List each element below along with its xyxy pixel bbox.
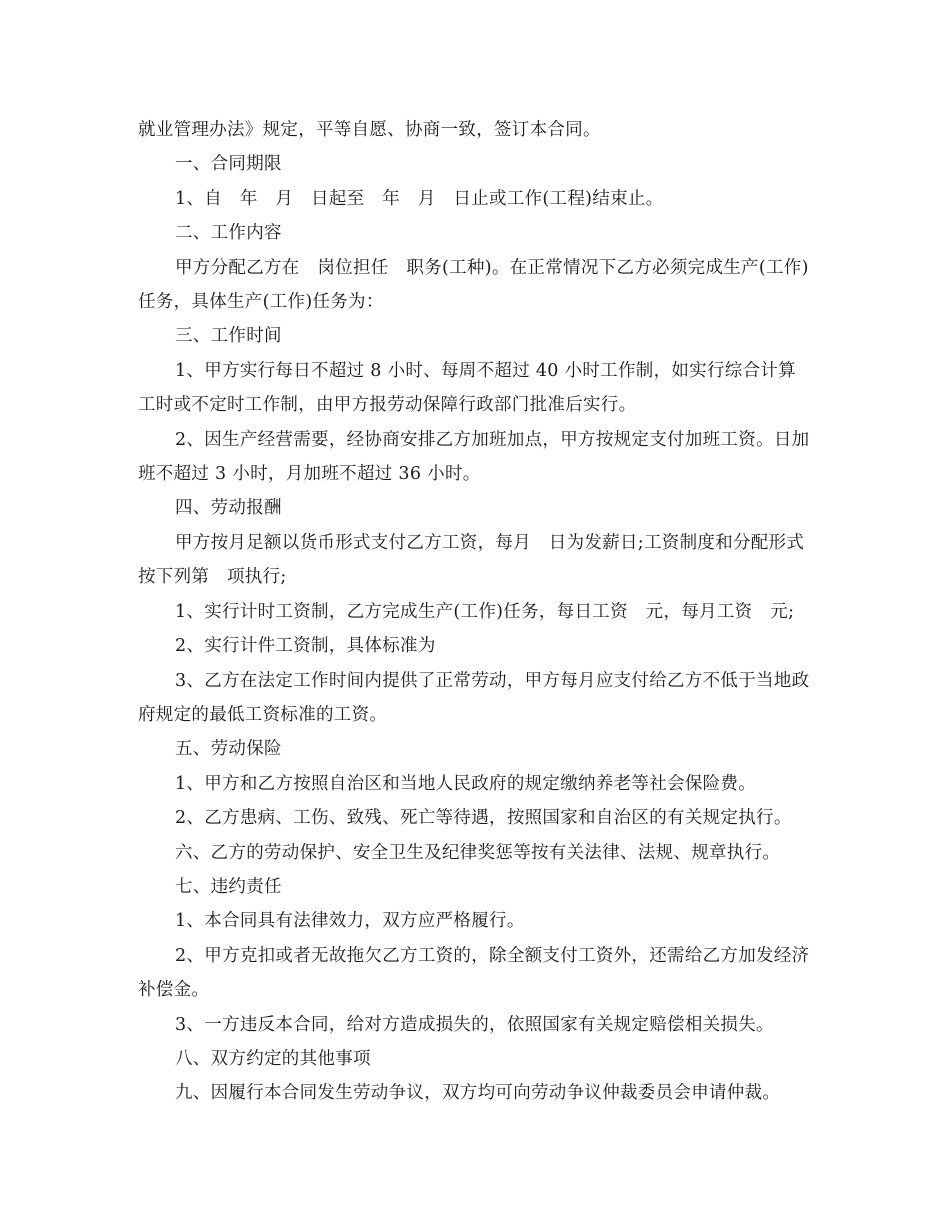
paragraph-hours-limit: 1、甲方实行每日不超过 8 小时、每周不超过 40 小时工作制，如实行综合计算工时或不定时工作制，由甲方报劳动保障行政部门批准后实行。 — [138, 360, 796, 416]
paragraph-social-insurance: 1、甲方和乙方按照自治区和当地人民政府的规定缴纳养老等社会保险费。 — [175, 773, 757, 794]
section-heading-working-hours: 三、工作时间 — [175, 326, 282, 347]
paragraph-payment: 甲方按月足额以货币形式支付乙方工资，每月 日为发薪日;工资制度和分配形式按下列第 项执行; — [138, 532, 805, 588]
section-heading-liability: 七、违约责任 — [175, 876, 282, 897]
paragraph-overtime: 2、因生产经营需要，经协商安排乙方加班加点，甲方按规定支付加班工资。日加班不超过 3 小时，月加班不超过 36 小时。 — [138, 429, 810, 485]
paragraph-intro-continuation: 就业管理办法》规定，平等自愿、协商一致，签订本合同。 — [138, 120, 601, 140]
paragraph-injury-benefits: 2、乙方患病、工伤、致残、死亡等待遇，按照国家和自治区的有关规定执行。 — [175, 808, 792, 829]
paragraph-legal-effect: 1、本合同具有法律效力，双方应严格履行。 — [175, 911, 525, 932]
section-heading-work-content: 二、工作内容 — [175, 223, 282, 244]
section-heading-labor-insurance: 五、劳动保险 — [175, 739, 282, 760]
paragraph-work-assignment: 甲方分配乙方在 岗位担任 职务(工种)。在正常情况下乙方必须完成生产(工作)任务，具体生产(工作)任务为： — [138, 257, 809, 313]
section-heading-dispute-arbitration: 九、因履行本合同发生劳动争议，双方均可向劳动争议仲裁委员会申请仲裁。 — [175, 1083, 781, 1104]
paragraph-term-dates: 1、自 年 月 日起至 年 月 日止或工作(工程)结束止。 — [175, 188, 664, 209]
paragraph-piece-wage: 2、实行计件工资制，具体标准为 — [175, 636, 436, 657]
section-heading-contract-term: 一、合同期限 — [175, 154, 282, 175]
paragraph-minimum-wage: 3、乙方在法定工作时间内提供了正常劳动，甲方每月应支付给乙方不低于当地政府规定的最低工资标准的工资。 — [138, 670, 810, 725]
paragraph-wage-deduction: 2、甲方克扣或者无故拖欠乙方工资的，除全额支付工资外，还需给乙方加发经济补偿金。 — [138, 945, 810, 1001]
section-heading-other-matters: 八、双方约定的其他事项 — [175, 1048, 371, 1069]
section-heading-labor-protection: 六、乙方的劳动保护、安全卫生及纪律奖惩等按有关法律、法规、规章执行。 — [175, 842, 781, 863]
paragraph-time-wage: 1、实行计时工资制，乙方完成生产(工作)任务，每日工资 元，每月工资 元; — [175, 601, 795, 622]
paragraph-breach-compensation: 3、一方违反本合同，给对方造成损失的，依照国家有关规定赔偿相关损失。 — [175, 1014, 774, 1035]
section-heading-remuneration: 四、劳动报酬 — [175, 498, 282, 519]
contract-body — [138, 113, 813, 1111]
